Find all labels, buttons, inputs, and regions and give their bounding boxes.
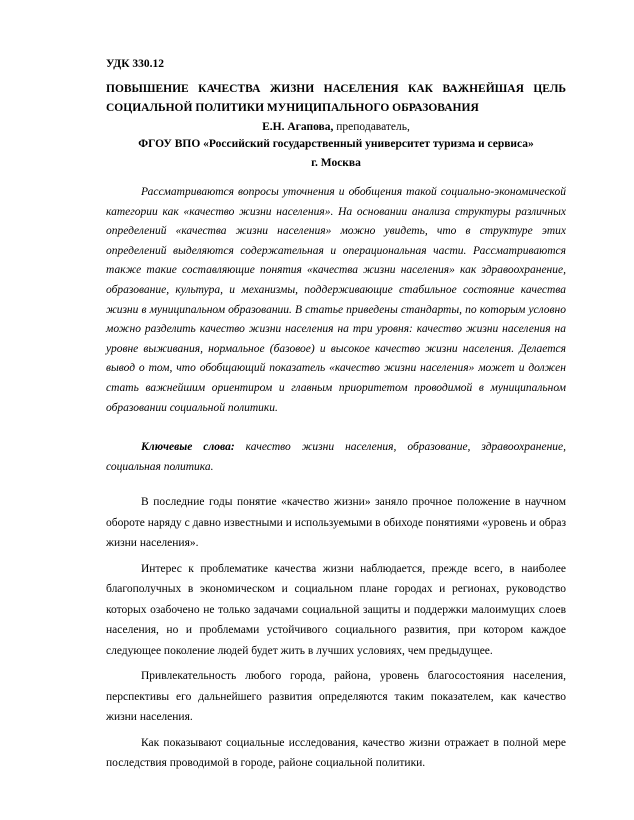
title-line-2: СОЦИАЛЬНОЙ ПОЛИТИКИ МУНИЦИПАЛЬНОГО ОБРАЗОВАНИЯ: [106, 102, 479, 114]
keywords: [106, 438, 566, 477]
body-text: [106, 492, 566, 779]
city: г. Москва: [311, 157, 361, 169]
paragraph: Привлекательность любого города, района, уровень благосостояния населения, перспективы его дальнейшего развития определяются таким показателем, как качество жизни населения.: [106, 670, 566, 723]
organization: ФГОУ ВПО «Российский государственный университет туризма и сервиса»: [138, 138, 534, 150]
keywords-text: качество жизни населения, образование, здравоохранение, социальная политика.: [106, 441, 567, 473]
author-role: преподаватель,: [333, 121, 410, 133]
udk-code: УДК 330.12: [106, 58, 165, 70]
author-name: Е.Н. Агапова,: [262, 121, 334, 133]
paragraph: Как показывают социальные исследования, качество жизни отражает в полной мере последствия проводимой в городе, районе социальной политики.: [106, 736, 566, 769]
article-title: [106, 80, 566, 118]
paragraph: В последние годы понятие «качество жизни» заняло прочное положение в научном обороте наряду с давно известными и используемыми в обиходе понятиями «уровень и образ жизни населения».: [106, 496, 566, 549]
title-line-1: ПОВЫШЕНИЕ КАЧЕСТВА ЖИЗНИ НАСЕЛЕНИЯ КАК ВАЖНЕЙШАЯ ЦЕЛЬ: [106, 83, 566, 95]
paragraph: Интерес к проблематике качества жизни наблюдается, прежде всего, в наиболее благополучных в экономическом и социальном плане городах и регионах, руководство которых озабочено не только задачами социальной защиты и поддержки малоимущих слоев населения, но и проблемами устойчивого социального развития, при котором каждое следующее поколение людей будет жить в лучших условиях, чем предыдущее.: [106, 562, 566, 657]
abstract: Рассматриваются вопросы уточнения и обобщения такой социально-экономической категории как «качество жизни населения». На основании анализа структуры различных определений «качества жизни населения» можно увидеть, что в структуре этих определений выделяются содержательная и операциональная части. Рассматриваются также такие составляющие понятия «качества жизни населения» как здравоохранение, образование, культура, и механизмы, поддерживающие стабильное состояние качества жизни в муниципальном образовании. В статье приведены стандарты, по которым условно можно разделить качество жизни населения на три уровня: качество жизни населения на уровне выживания, нормальное (базовое) и высокое качество жизни населения. Делается вывод о том, что обобщающий показатель «качество жизни населения» может и должен стать важнейшим ориентиром и главным приоритетом проводимой в муниципальном образовании социальной политики.: [106, 186, 566, 414]
keywords-label: Ключевые слова:: [141, 441, 235, 453]
author-line: [106, 118, 566, 137]
